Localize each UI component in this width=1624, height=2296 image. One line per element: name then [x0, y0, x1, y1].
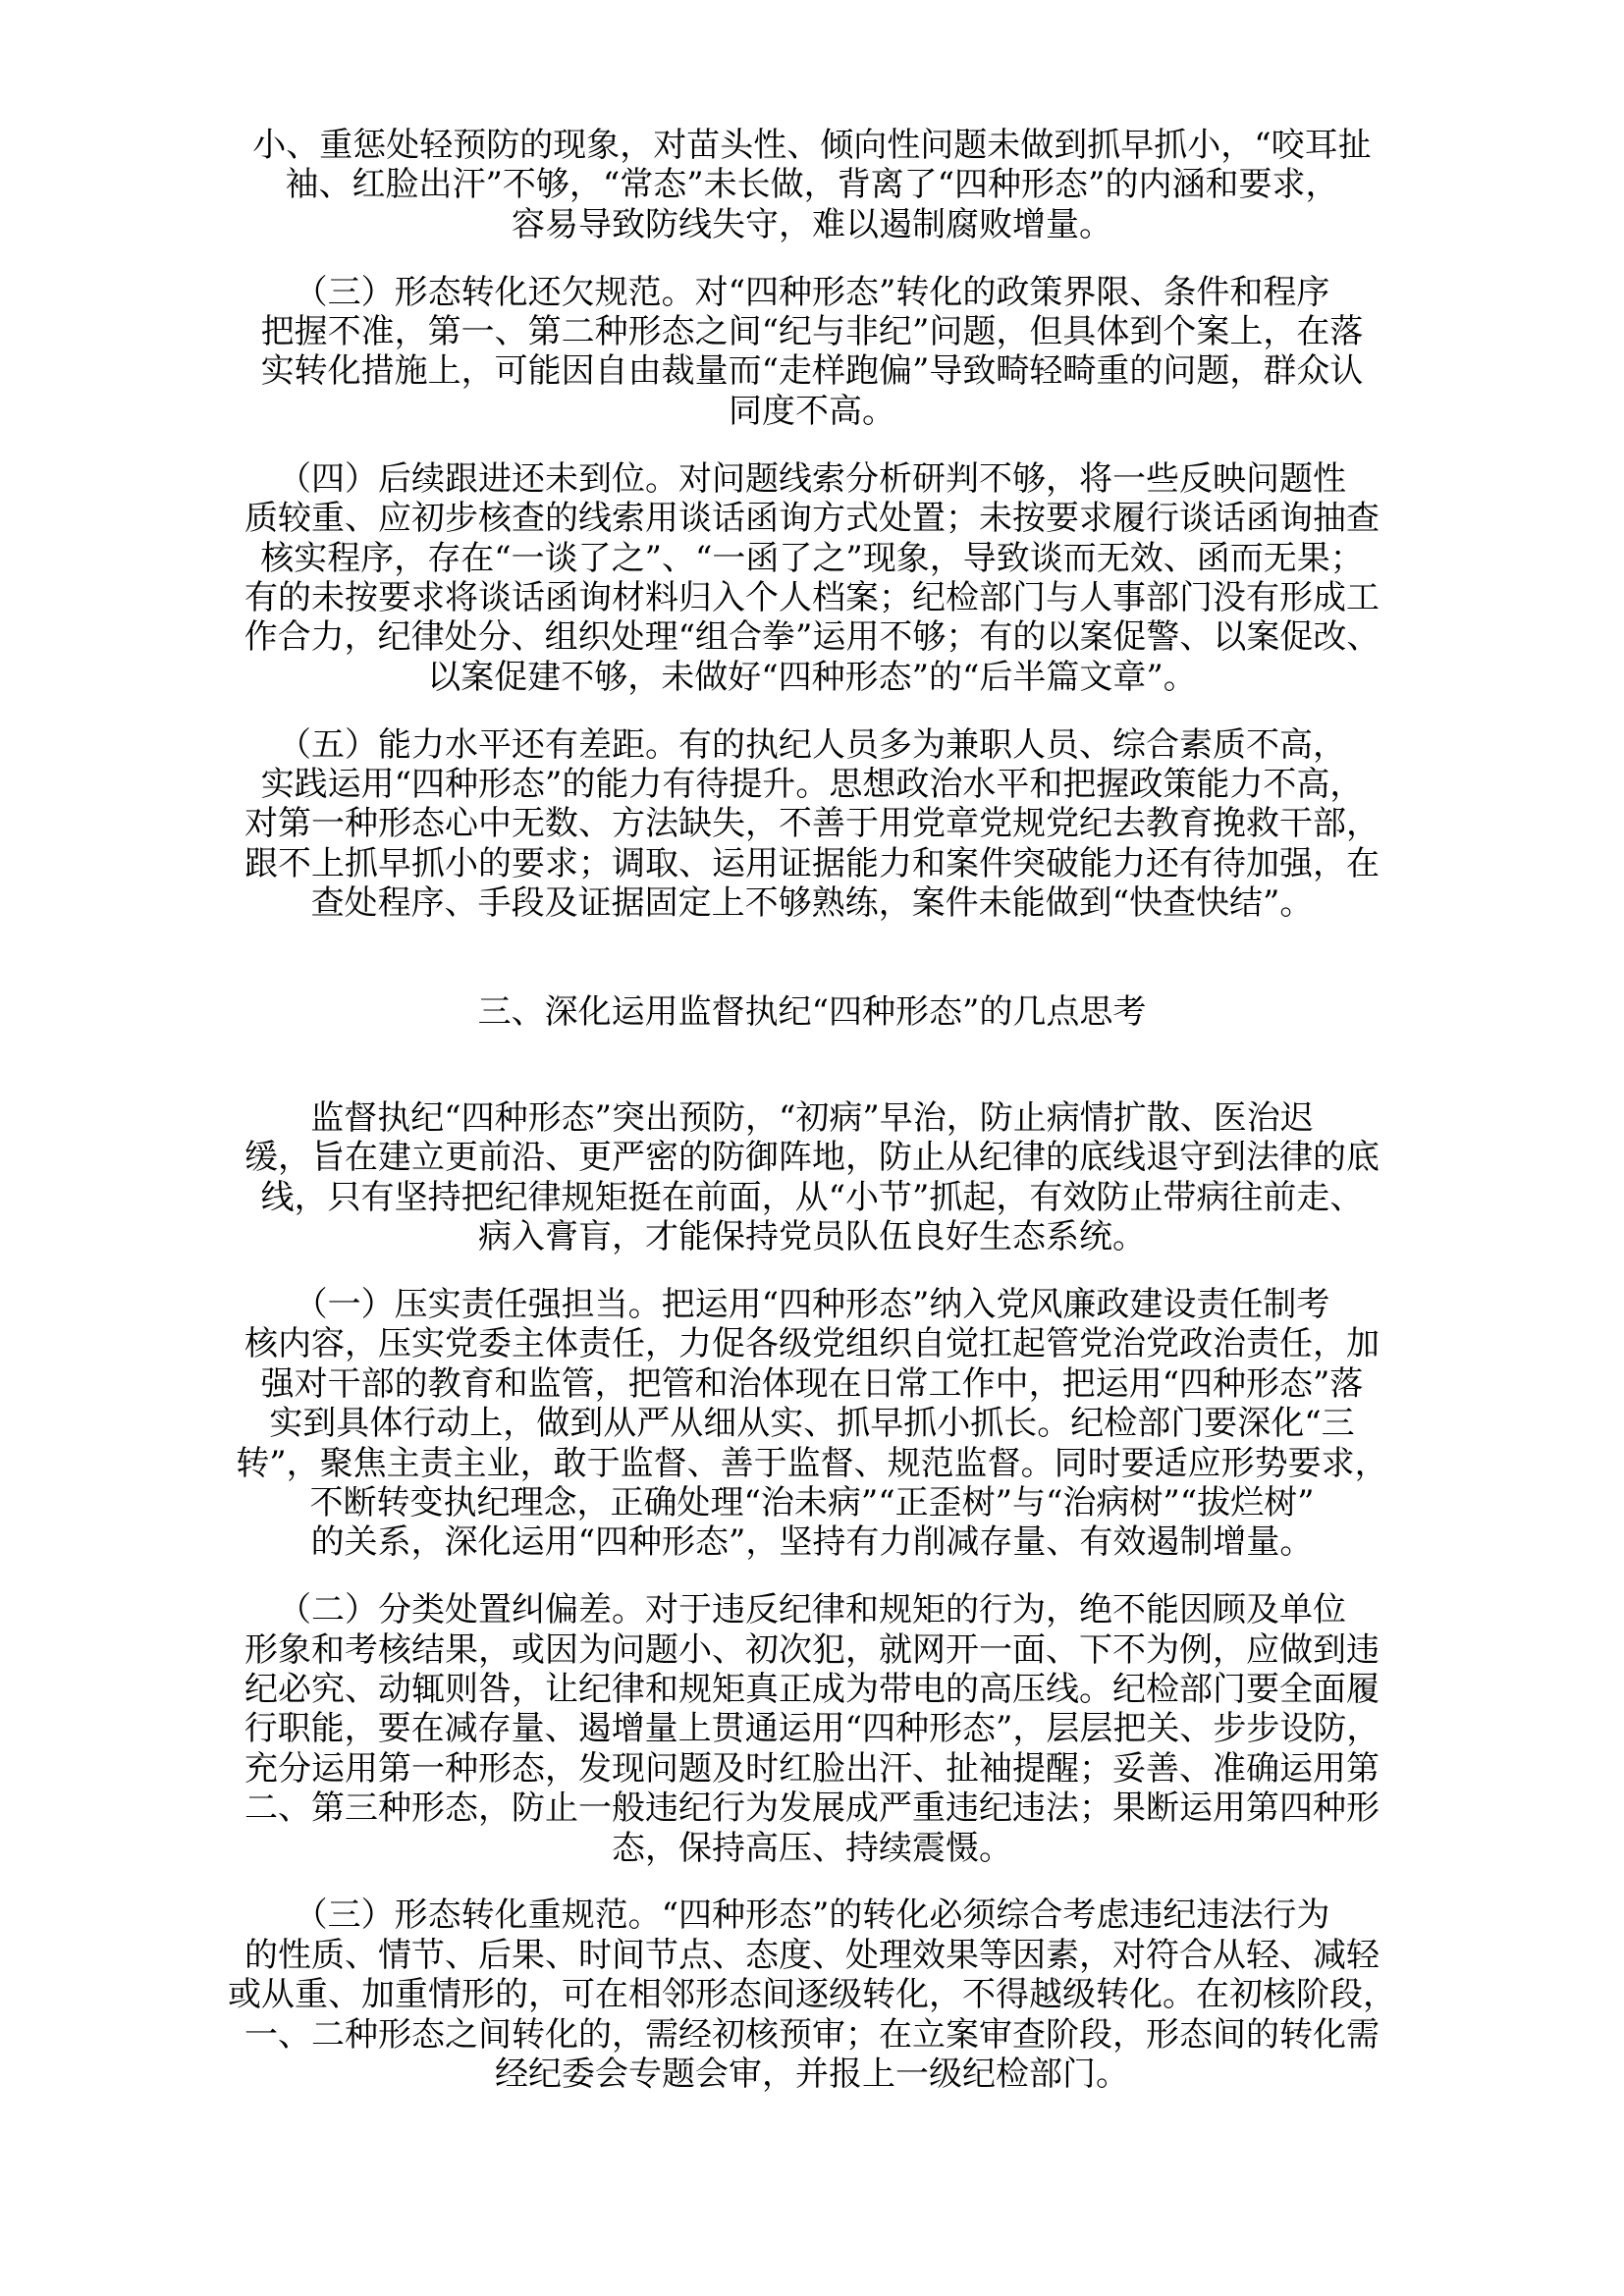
section-heading: 三、深化运用监督执纪“四种形态”的几点思考 [477, 991, 1147, 1032]
text-line: 的性质、情节、后果、时间节点、态度、处理效果等因素，对符合从轻、减轻 [244, 1935, 1380, 1975]
text-line: 一、二种形态之间转化的，需经初核预审；在立案审查阶段，形态间的转化需 [244, 2014, 1380, 2055]
text-line: 线，只有坚持把纪律规矩挺在前面，从“小节”抓起，有效防止带病往前走、 [260, 1177, 1364, 1217]
paragraph-capability-gap [223, 725, 1401, 924]
text-line: 经纪委会专题会审，并报上一级纪检部门。 [495, 2055, 1129, 2095]
text-line: 实践运用“四种形态”的能力有待提升。思想政治水平和把握政策能力不高， [260, 764, 1364, 804]
text-line: 袖、红脸出汗”不够，“常态”未长做，背离了“四种形态”的内涵和要求， [285, 165, 1339, 205]
text-line: （一）压实责任强担当。把运用“四种形态”纳入党风廉政建设责任制考 [294, 1284, 1330, 1324]
text-line: 核内容，压实党委主体责任，力促各级党组织自觉扛起管党治党政治责任，加 [244, 1324, 1380, 1364]
text-line: 质较重、应初步核查的线索用谈话函询方式处置；未按要求履行谈话函询抽查 [244, 499, 1380, 539]
text-line: 把握不准，第一、第二种形态之间“纪与非纪”问题，但具体到个案上，在落 [260, 312, 1364, 352]
text-line: 缓，旨在建立更前沿、更严密的防御阵地，防止从纪律的底线退守到法律的底 [244, 1138, 1380, 1178]
paragraph-classified-handling [223, 1590, 1401, 1868]
paragraph-section-intro [223, 1098, 1401, 1257]
text-line: 或从重、加重情形的，可在相邻形态间逐级转化，不得越级转化。在初核阶段， [228, 1975, 1396, 2015]
text-line: 实转化措施上，可能因自由裁量而“走样跑偏”导致畸轻畸重的问题，群众认 [260, 351, 1364, 392]
document-page [223, 0, 1401, 2122]
text-line: 监督执纪“四种形态”突出预防，“初病”早治，防止病情扩散、医治迟 [310, 1097, 1314, 1138]
text-line: 形象和考核结果，或因为问题小、初次犯，就网开一面、下不为例，应做到违 [244, 1629, 1380, 1670]
text-line: （二）分类处置纠偏差。对于违反纪律和规矩的行为，绝不能因顾及单位 [278, 1590, 1346, 1630]
text-line: 转”，聚焦主责主业，敢于监督、善于监督、规范监督。同时要适应形势要求， [236, 1443, 1388, 1483]
text-line: 小、重惩处轻预防的现象，对苗头性、倾向性问题未做到抓早抓小，“咬耳扯 [252, 126, 1372, 165]
text-line: 有的未按要求将谈话函询材料归入个人档案；纪检部门与人事部门没有形成工 [244, 577, 1380, 617]
text-line: 作合力，纪律处分、组织处理“组合拳”运用不够；有的以案促警、以案促改、 [244, 617, 1380, 658]
text-line: （三）形态转化还欠规范。对“四种形态”转化的政策界限、条件和程序 [294, 272, 1330, 312]
text-line: 的关系，深化运用“四种形态”，坚持有力削减存量、有效遏制增量。 [310, 1522, 1314, 1563]
text-line: 查处程序、手段及证据固定上不够熟练，案件未能做到“快查快结”。 [310, 883, 1314, 924]
paragraph-responsibility [223, 1285, 1401, 1563]
text-line: 态，保持高压、持续震慑。 [612, 1828, 1012, 1868]
text-line: 同度不高。 [729, 391, 895, 431]
text-line: （四）后续跟进还未到位。对问题线索分析研判不够，将一些反映问题性 [278, 458, 1346, 499]
text-line: 实到具体行动上，做到从严从细从实、抓早抓小抓长。纪检部门要深化“三 [269, 1404, 1355, 1444]
text-line: 强对干部的教育和监管，把管和治体现在日常工作中，把运用“四种形态”落 [260, 1363, 1364, 1404]
paragraph-transition-not-standardized [223, 273, 1401, 432]
paragraph-transition-standards [223, 1896, 1401, 2094]
text-line: 充分运用第一种形态，发现问题及时红脸出汗、扯袖提醒；妥善、准确运用第 [244, 1748, 1380, 1789]
text-line: 不断转变执纪理念，正确处理“治未病”“正歪树”与“治病树”“拔烂树” [309, 1482, 1315, 1522]
text-line: 纪必究、动辄则咎，让纪律和规矩真正成为带电的高压线。纪检部门要全面履 [244, 1670, 1380, 1709]
text-line: 以案促建不够，未做好“四种形态”的“后半篇文章”。 [427, 657, 1197, 697]
text-line: 容易导致防线失守，难以遏制腐败增量。 [512, 204, 1112, 244]
paragraph-prevention-continued [223, 126, 1401, 244]
text-line: 二、第三种形态，防止一般违纪行为发展成严重违纪违法；果断运用第四种形 [244, 1789, 1380, 1829]
text-line: 病入膏肓，才能保持党员队伍良好生态系统。 [478, 1217, 1146, 1257]
text-line: （三）形态转化重规范。“四种形态”的转化必须综合考虑违纪违法行为 [294, 1896, 1330, 1936]
text-line: 对第一种形态心中无数、方法缺失，不善于用党章党规党纪去教育挽救干部， [244, 804, 1380, 844]
text-line: 行职能，要在减存量、遏增量上贯通运用“四种形态”，层层把关、步步设防， [244, 1709, 1380, 1749]
text-line: （五）能力水平还有差距。有的执纪人员多为兼职人员、综合素质不高， [278, 724, 1346, 765]
text-line: 核实程序，存在“一谈了之”、“一函了之”现象，导致谈而无效、函而无果； [260, 538, 1364, 578]
paragraph-follow-up-lacking [223, 459, 1401, 697]
text-line: 跟不上抓早抓小的要求；调取、运用证据能力和案件突破能力还有待加强，在 [244, 843, 1380, 883]
